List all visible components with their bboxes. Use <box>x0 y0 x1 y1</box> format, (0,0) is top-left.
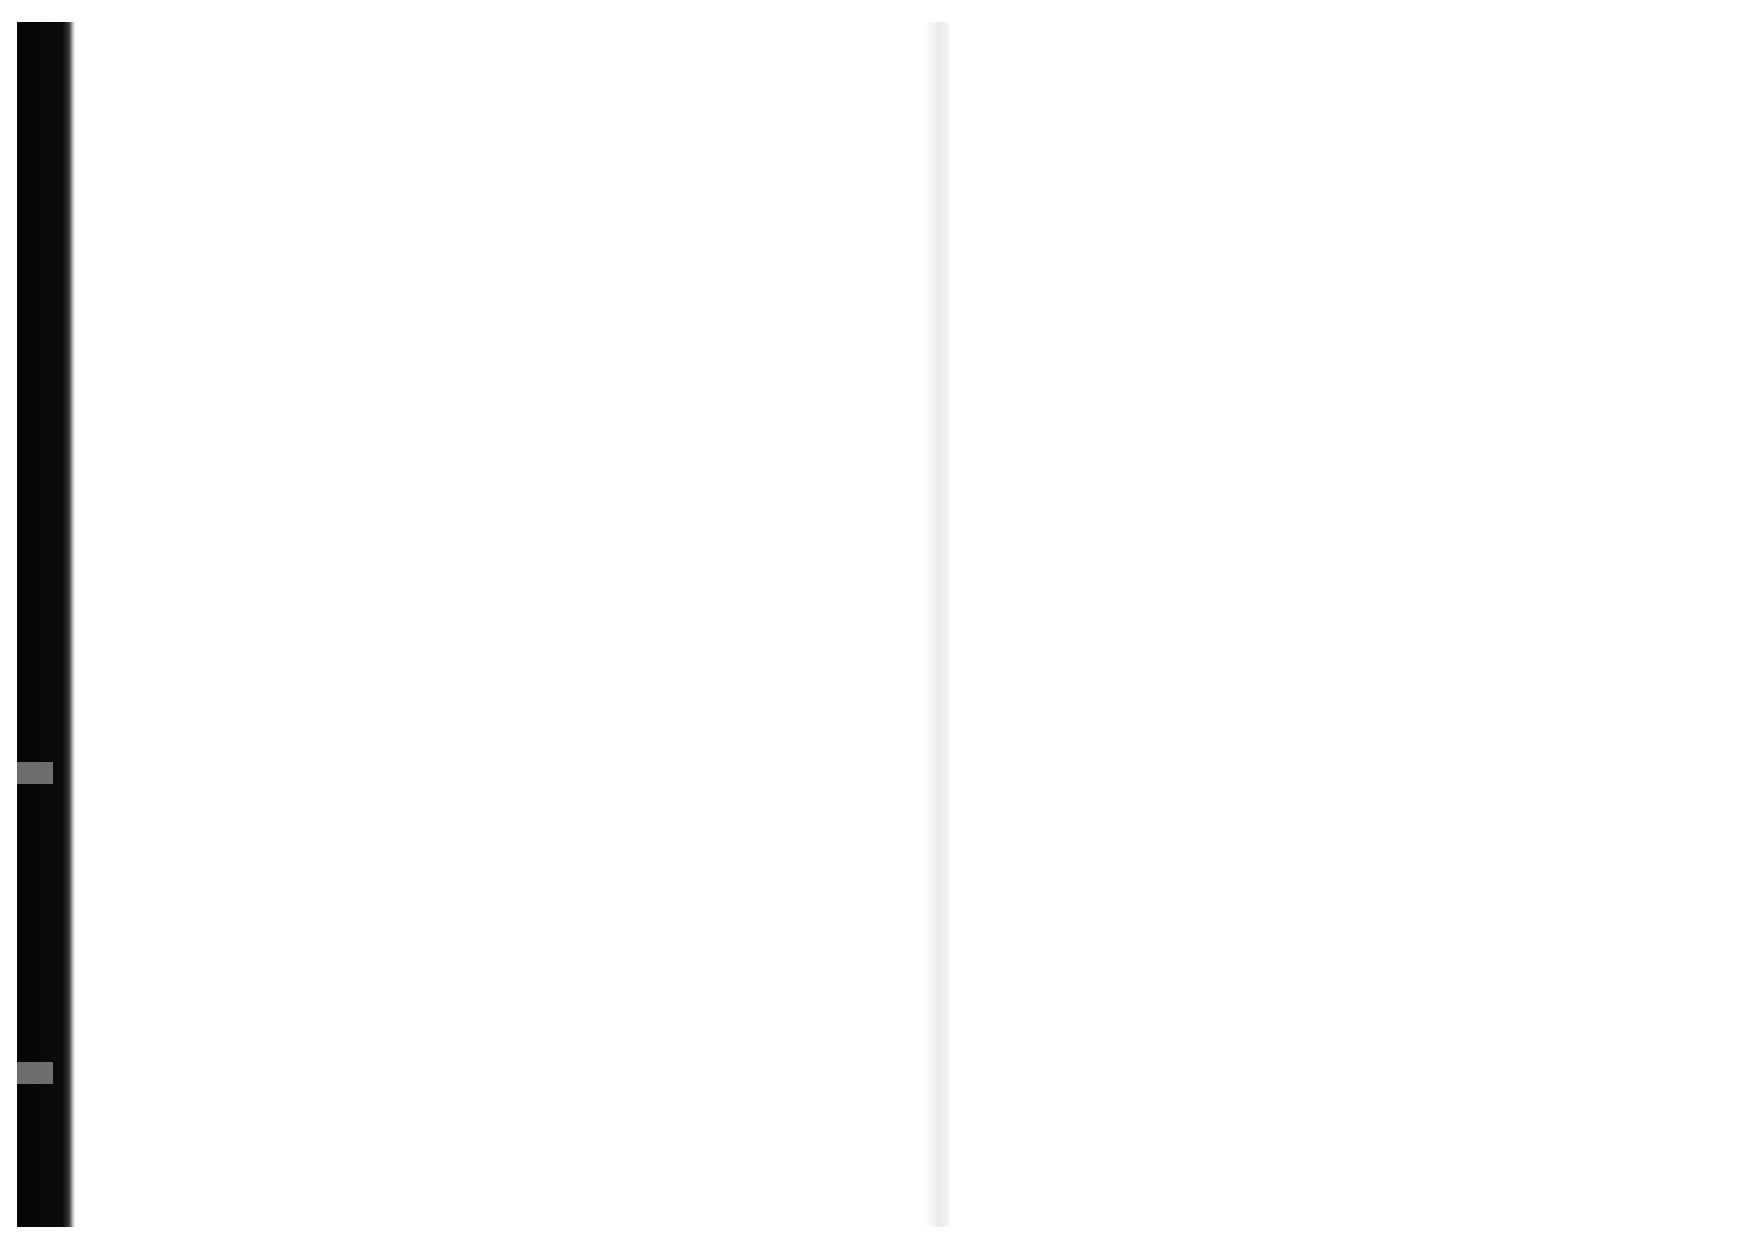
scan-artifact <box>17 1062 53 1084</box>
scan-artifact <box>17 762 53 784</box>
book-gutter <box>925 22 949 1227</box>
scan-binding-edge <box>17 22 75 1227</box>
